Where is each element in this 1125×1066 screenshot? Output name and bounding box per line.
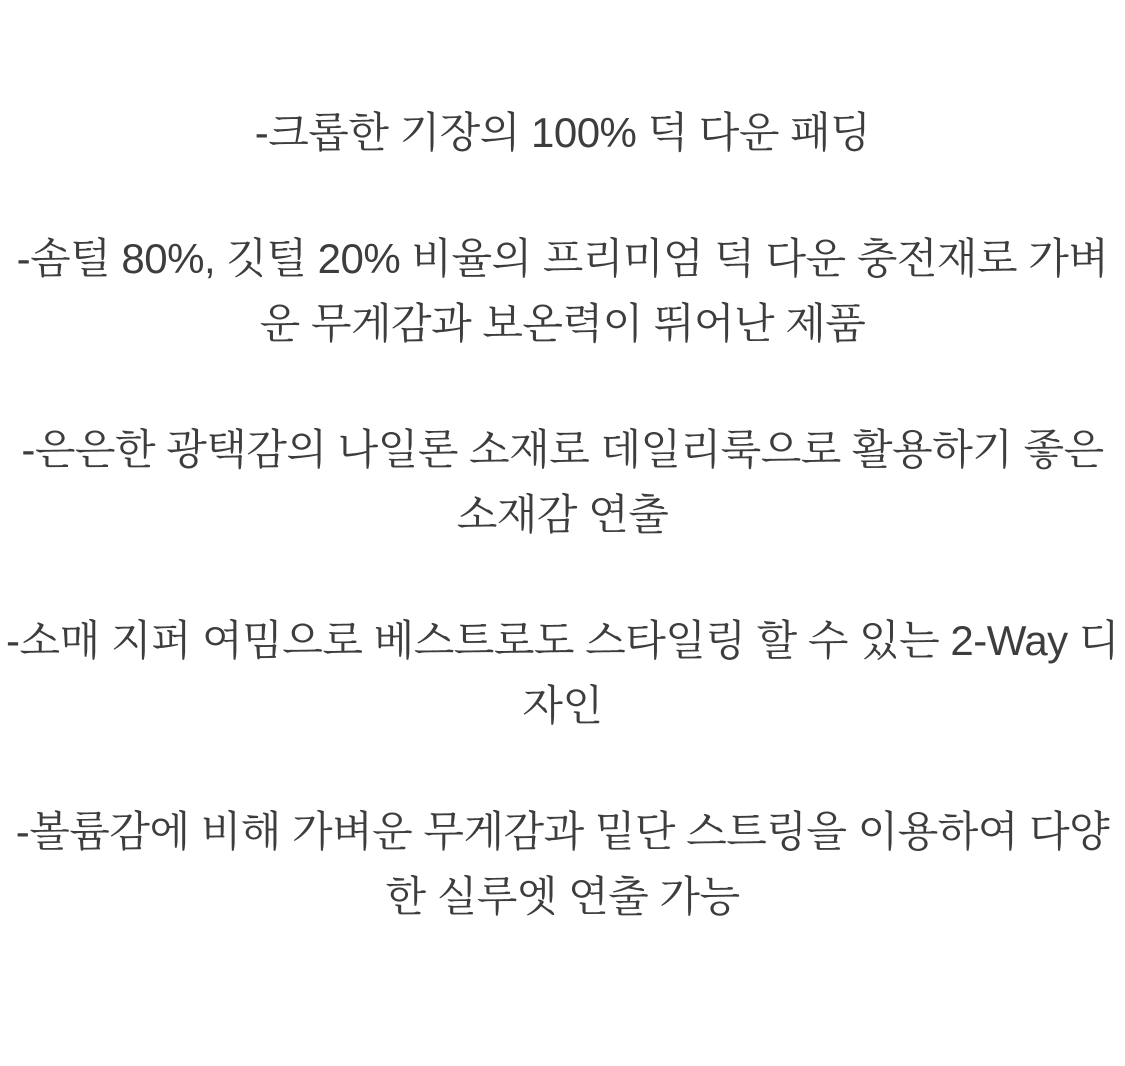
bullet-paragraph-fill-ratio xyxy=(0,226,1125,356)
bullet-line: -크롭한 기장의 100% 덕 다운 패딩 xyxy=(254,109,871,156)
bullet-line: 소재감 연출 xyxy=(456,491,669,538)
bullet-paragraph-two-way-design xyxy=(0,608,1125,738)
bullet-line: 운 무게감과 보온력이 뛰어난 제품 xyxy=(259,300,866,347)
bullet-paragraph-nylon-material xyxy=(0,417,1125,547)
bullet-paragraph-silhouette xyxy=(0,799,1125,929)
bullet-line: -볼륨감에 비해 가벼운 무게감과 밑단 스트링을 이용하여 다양 xyxy=(15,808,1110,855)
bullet-line: 자인 xyxy=(522,682,603,729)
bullet-paragraph-crop-length xyxy=(0,100,1125,165)
bullet-line: -소매 지퍼 여밈으로 베스트로도 스타일링 할 수 있는 2-Way 디 xyxy=(6,617,1119,664)
bullet-line: 한 실루엣 연출 가능 xyxy=(385,873,740,920)
bullet-line: -솜털 80%, 깃털 20% 비율의 프리미엄 덕 다운 충전재로 가벼 xyxy=(16,235,1109,282)
bullet-line: -은은한 광택감의 나일론 소재로 데일리룩으로 활용하기 좋은 xyxy=(21,426,1104,473)
